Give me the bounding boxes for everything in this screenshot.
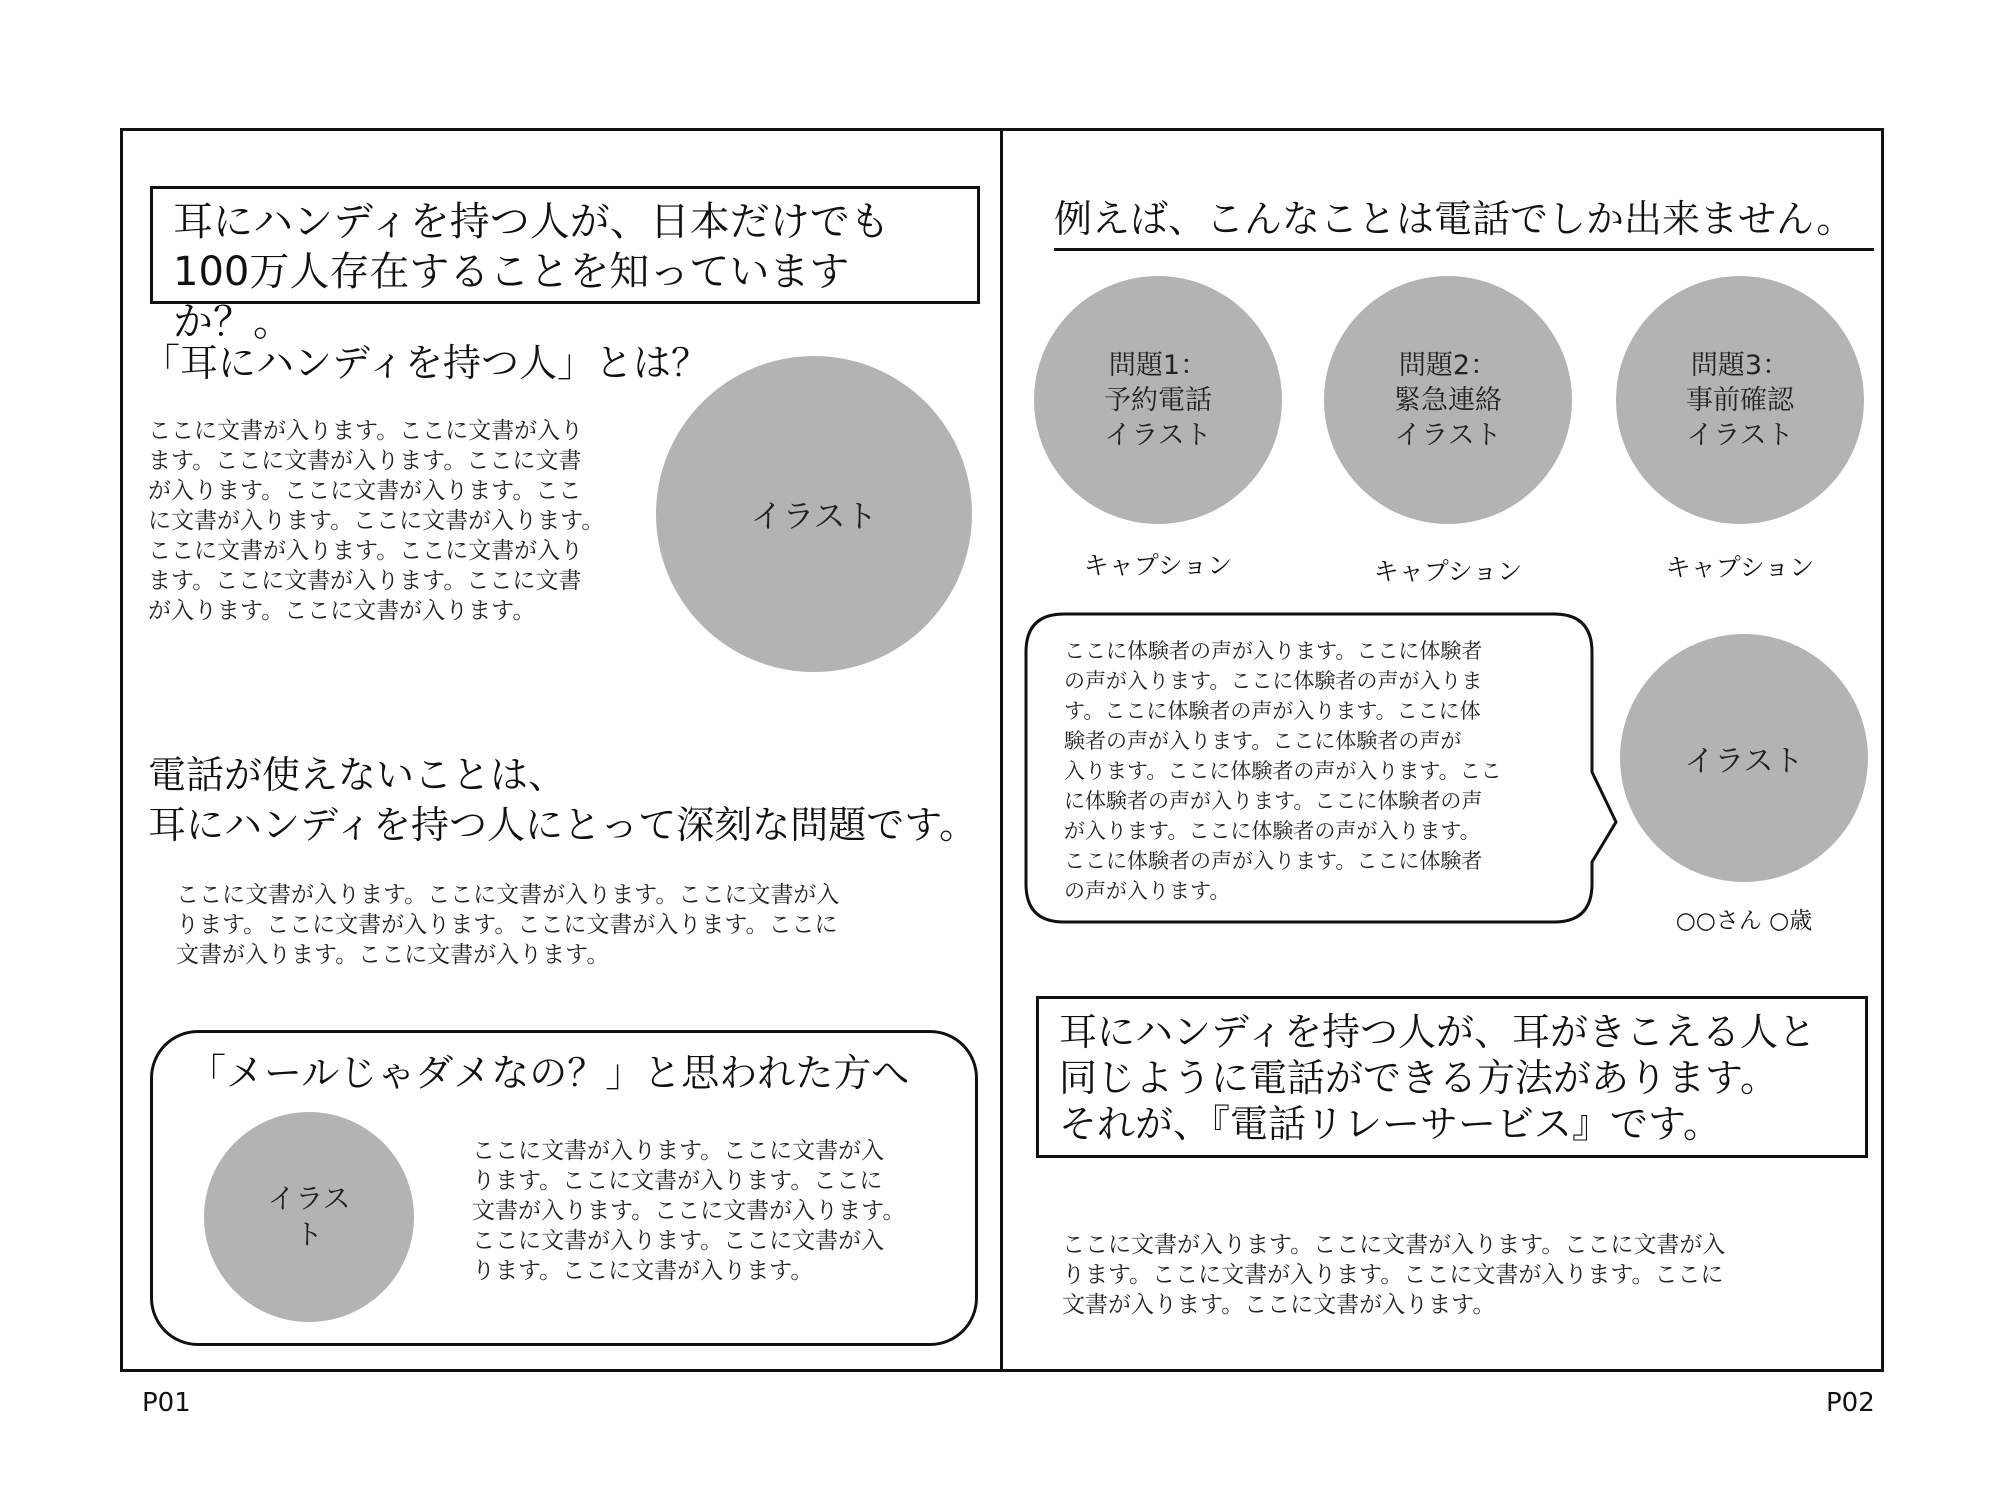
intro-text: 耳にハンディを持つ人が、日本だけでも 100万人存在することを知っていますか？。 [173,199,890,345]
illustration-label: イラスト [1684,744,1804,779]
right-heading: 例えば、こんなことは電話でしか出来ません。 [1054,194,1874,251]
person-caption: ○○さん ○歳 [1675,908,1813,934]
mail-box-body: ここに文書が入ります。ここに文書が入 ります。ここに文書が入ります。ここに 文書が入ります。ここに文書が入ります。 ここに文書が入ります。ここに文書が入 ります。ここに文書が入ります。 [472,1138,906,1284]
problem-3-caption: キャプション [1665,553,1815,582]
mail-box-illustration [204,1112,414,1322]
intro-box [150,186,980,345]
illustration-label: イラスト [750,497,878,535]
page-number-left: P01 [142,1388,191,1418]
testimonial-text: ここに体験者の声が入ります。ここに体験者 の声が入ります。ここに体験者の声が入りま す。ここに体験者の声が入ります。ここに体 験者の声が入ります。ここに体験者の声が 入ります。ここに体験者の声が入ります。ここ に体験者の声が入ります。ここに体験者の声 が入ります。ここに体験者の声が入ります。 ここに体験者の声が入ります。ここに体験者 の声が入ります。 [1064,639,1502,903]
problem-label: 問題3： 事前確認 イラスト [1686,349,1794,451]
page-number-right: P02 [1826,1388,1875,1418]
relay-service-box [1036,996,1868,1158]
section2-body: ここに文書が入ります。ここに文書が入ります。ここに文書が入 ります。ここに文書が入ります。ここに文書が入ります。ここに 文書が入ります。ここに文書が入ります。 [176,882,840,968]
problem-label: 問題2： 緊急連絡 イラスト [1394,349,1502,451]
section2-heading: 電話が使えないことは、 耳にハンディを持つ人にとって深刻な問題です。 [148,753,978,847]
problem-2-caption: キャプション [1373,557,1523,586]
right-body: ここに文書が入ります。ここに文書が入ります。ここに文書が入 ります。ここに文書が入ります。ここに文書が入ります。ここに 文書が入ります。ここに文書が入ります。 [1062,1232,1726,1318]
problem-1-illustration [1034,276,1282,524]
section1-heading: 「耳にハンディを持つ人」とは？ [142,341,709,385]
mail-box-heading: 「メールじゃダメなの？」と思われた方へ [188,1051,910,1095]
person-illustration [1620,634,1868,882]
problem-1-caption: キャプション [1083,551,1233,580]
relay-service-text: 耳にハンディを持つ人が、耳がきこえる人と 同じように電話ができる方法があります。 それが、『電話リレーサービス』です。 [1059,1010,1816,1146]
section1-body: ここに文書が入ります。ここに文書が入り ます。ここに文書が入ります。ここに文書 が入ります。ここに文書が入ります。ここ に文書が入ります。ここに文書が入ります。 ここに文書が入ります。ここに文書が入り ます。ここに文書が入ります。ここに文書 が入ります。ここに文書が入ります。 [148,418,605,624]
problem-3-illustration [1616,276,1864,524]
illustration-label: イラス ト [267,1182,351,1251]
problem-2-illustration [1324,276,1572,524]
problem-label: 問題1： 予約電話 イラスト [1104,349,1212,451]
section1-illustration [656,356,972,672]
